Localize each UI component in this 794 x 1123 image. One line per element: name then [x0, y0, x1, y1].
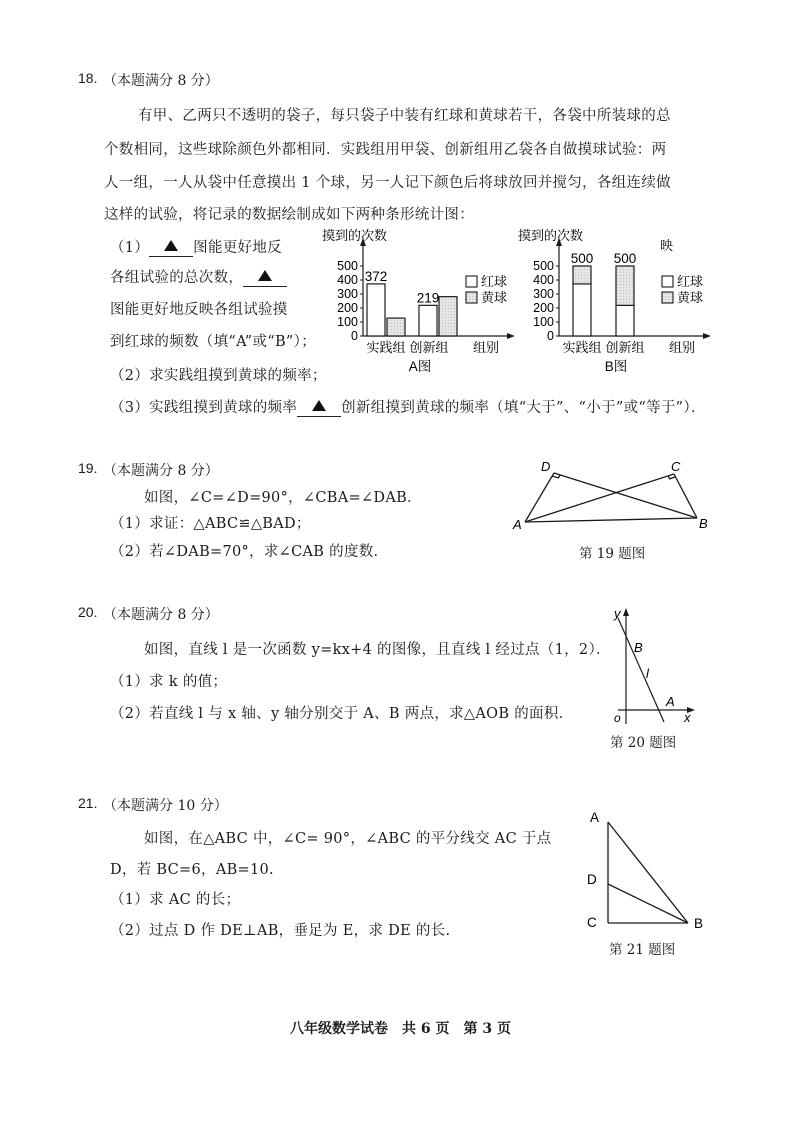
data-label: 500	[613, 251, 637, 266]
data-label: 500	[570, 251, 594, 266]
y-tick-label: 500	[533, 259, 554, 273]
q18-part1-line1: （1） 图能更好地反	[110, 240, 282, 256]
label-x: x	[684, 710, 691, 725]
bar-yellow	[387, 318, 405, 336]
label-c: C	[671, 459, 681, 474]
y-axis-label: 摸到的次数	[518, 228, 584, 243]
label-b: B	[634, 640, 643, 655]
data-label: 219	[416, 290, 440, 306]
q18-part2: （2）求实践组摸到黄球的频率；	[110, 368, 327, 384]
blank-triangle-icon	[312, 400, 326, 411]
category-label: 实践组	[562, 340, 602, 355]
category-label: 创新组	[605, 340, 645, 355]
q21-part1: （1）求 AC 的长；	[110, 892, 241, 908]
label-y: y	[614, 606, 621, 621]
bar-red	[367, 284, 385, 336]
q19-points: （本题满分 8 分）	[103, 463, 219, 479]
label-d: D	[587, 872, 597, 887]
blank-triangle-icon	[164, 240, 178, 251]
label-a: A	[513, 517, 522, 532]
y-arrow-icon	[623, 608, 629, 616]
segment-ab	[525, 518, 697, 522]
label-l: l	[646, 666, 649, 681]
blank-triangle-icon	[258, 270, 272, 281]
segment-ac	[525, 474, 674, 522]
legend-red-label: 红球	[481, 274, 508, 289]
legend-yellow-label: 黄球	[481, 290, 508, 305]
legend-red-swatch	[662, 276, 673, 287]
category-label: 实践组	[366, 340, 406, 355]
y-tick-label: 100	[533, 315, 554, 329]
q18-part3: （3）实践组摸到黄球的频率 创新组摸到黄球的频率（填“大于”、“小于”或“等于”）．	[110, 400, 706, 416]
label-b: B	[694, 916, 704, 931]
q20-number: 20.	[78, 604, 98, 620]
y-tick-label: 300	[533, 287, 554, 301]
category-label: 创新组	[409, 340, 449, 355]
legend-red-label: 红球	[677, 274, 704, 289]
q18-part1-line3: 图能更好地反映各组试验摸	[110, 302, 288, 318]
q18-intro-line-3: 人一组，一人从袋中任意摸出 1 个球，另一人记下颜色后将球放回并搅匀，各组连续做	[104, 175, 671, 191]
page-footer: 八年级数学试卷 共 6 页 第 3 页	[290, 1021, 511, 1037]
chart-caption: A图	[408, 359, 432, 374]
q20-given: 如图，直线 l 是一次函数 y=kx+4 的图像，且直线 l 经过点（1，2）．	[144, 642, 611, 658]
legend-yellow-swatch	[662, 292, 673, 303]
bar-red	[419, 305, 437, 336]
chart-b	[514, 226, 714, 378]
legend-yellow-swatch	[466, 292, 477, 303]
q21-points: （本题满分 10 分）	[103, 798, 228, 814]
q20-figure	[606, 606, 696, 726]
right-angle-d-icon	[552, 475, 560, 478]
q20-points: （本题满分 8 分）	[103, 607, 219, 623]
x-axis-label: 组别	[473, 340, 500, 355]
q21-given-2: D，若 BC=6，AB=10.	[110, 862, 274, 878]
y-tick-label: 200	[337, 301, 358, 315]
label-a: A	[590, 810, 600, 825]
bar-yellow	[573, 266, 591, 284]
legend-yellow-label: 黄球	[677, 290, 704, 305]
label-c: C	[587, 915, 597, 930]
data-label: 372	[364, 268, 388, 284]
q19-caption: 第 19 题图	[579, 546, 646, 562]
y-tick-label: 0	[547, 329, 554, 343]
q21-number: 21.	[78, 795, 98, 811]
y-tick-label: 500	[337, 259, 358, 273]
q18-part1-line2: 各组试验的总次数，	[110, 266, 287, 287]
q18-intro-line-2: 个数相同，这些球除颜色外都相同．实践组用甲袋、创新组用乙袋各自做摸球试验：两	[104, 142, 667, 158]
y-tick-label: 400	[533, 273, 554, 287]
label-o: o	[614, 711, 621, 725]
q19-given: 如图，∠C=∠D=90°，∠CBA=∠DAB．	[144, 490, 422, 506]
q20-part1: （1）求 k 的值；	[110, 674, 228, 690]
segment-db	[554, 473, 697, 518]
y-tick-label: 300	[337, 287, 358, 301]
q18-number: 18.	[78, 70, 98, 86]
q18-intro-line-4: 这样的试验，将记录的数据绘制成如下两种条形统计图：	[104, 207, 474, 223]
q19-part2: （2）若∠DAB=70°，求∠CAB 的度数．	[110, 544, 389, 560]
answer-blank[interactable]	[297, 400, 341, 417]
segment-bd	[608, 884, 688, 923]
bar-yellow	[439, 297, 457, 336]
q18-points: （本题满分 8 分）	[103, 73, 219, 89]
x-axis-label: 组别	[669, 340, 696, 355]
answer-blank[interactable]	[149, 240, 193, 257]
line-l	[618, 618, 664, 722]
q21-caption: 第 21 题图	[609, 942, 676, 958]
y-tick-label: 400	[337, 273, 358, 287]
y-axis-label: 摸到的次数	[322, 228, 388, 243]
segment-ab	[608, 822, 688, 923]
q18-part1-line4: 到红球的频数（填“A”或“B”）；	[110, 334, 316, 350]
label-d: D	[541, 459, 551, 474]
legend-red-swatch	[466, 276, 477, 287]
q19-number: 19.	[78, 460, 98, 476]
x-axis-arrow-icon	[703, 333, 711, 339]
chart-caption: B图	[604, 359, 628, 374]
bar-red	[616, 305, 634, 336]
q21-given-1: 如图，在△ABC 中，∠C= 90°，∠ABC 的平分线交 AC 于点	[144, 831, 552, 847]
answer-blank[interactable]	[243, 270, 287, 287]
q19-figure	[508, 458, 718, 540]
y-tick-label: 100	[337, 315, 358, 329]
bar-yellow	[616, 266, 634, 305]
bar-red	[573, 284, 591, 336]
chart-a	[318, 226, 518, 378]
stray-label: 映	[660, 238, 674, 253]
q21-part2: （2）过点 D 作 DE⊥AB，垂足为 E，求 DE 的长.	[110, 923, 451, 939]
q18-intro-line-1: 有甲、乙两只不透明的袋子，每只袋子中装有红球和黄球若干，各袋中所装球的总	[138, 108, 671, 124]
q20-part2: （2）若直线 l 与 x 轴、y 轴分别交于 A、B 两点，求△AOB 的面积．	[110, 706, 574, 722]
label-a: A	[666, 694, 675, 709]
y-tick-label: 0	[351, 329, 358, 343]
label-b: B	[699, 516, 708, 531]
q21-figure	[582, 806, 712, 932]
q19-part1: （1）求证：△ABC≌△BAD；	[110, 516, 311, 532]
y-tick-label: 200	[533, 301, 554, 315]
q20-caption: 第 20 题图	[610, 735, 677, 751]
